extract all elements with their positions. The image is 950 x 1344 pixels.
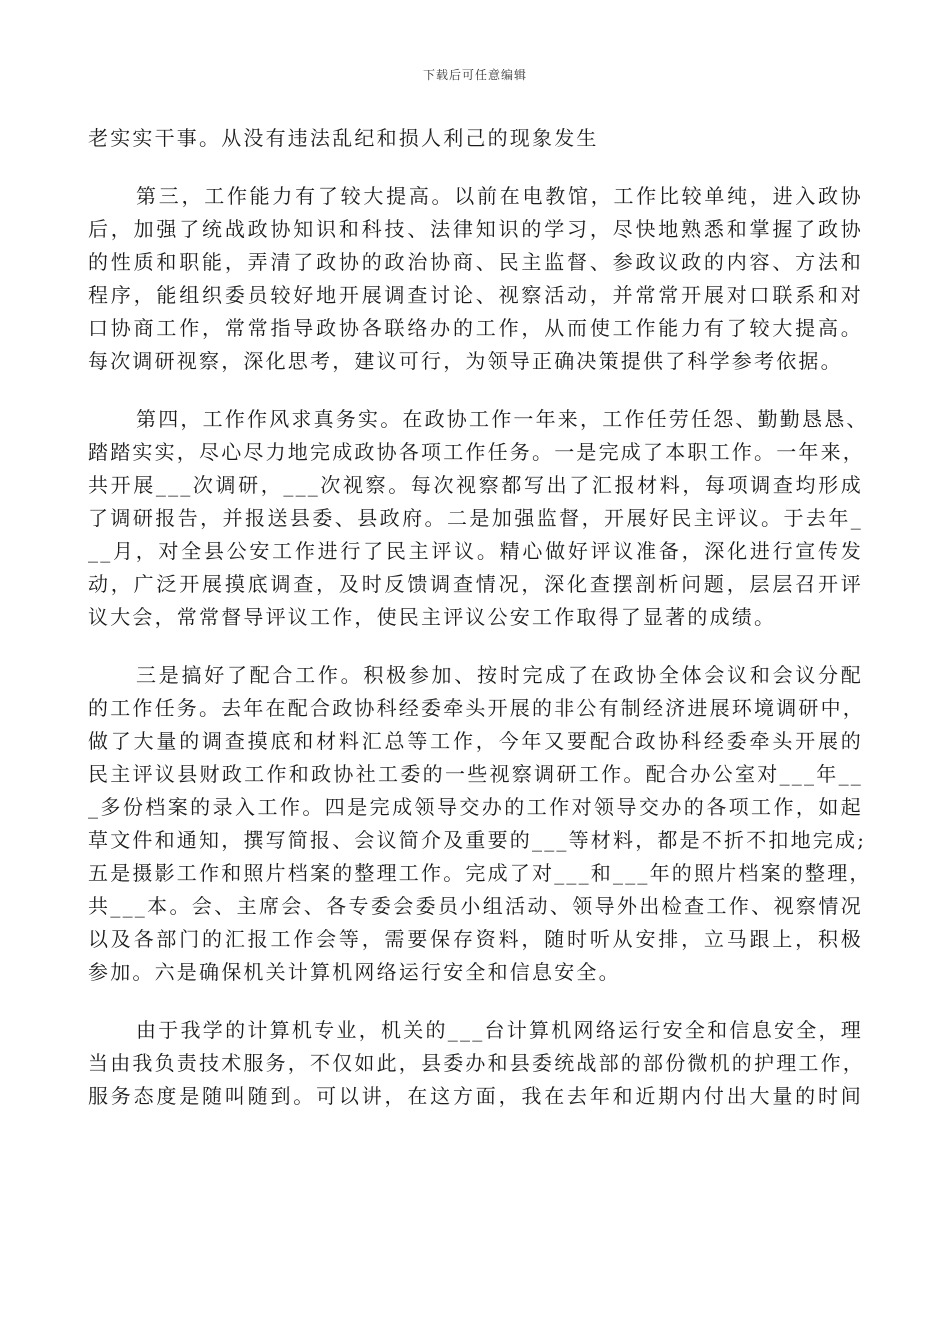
text-line: 草文件和通知，撰写简报、会议简介及重要的___等材料，都是不折不扣地完成; — [88, 828, 867, 852]
text-line: 程序，能组织委员较好地开展调查讨论、视察活动，并常常开展对口联系和对 — [88, 283, 863, 307]
text-line: 以及各部门的汇报工作会等，需要保存资料，随时听从安排，立马跟上，积极 — [88, 927, 863, 951]
text-line: 共开展___次调研，___次视察。每次视察都写出了汇报材料，每项调查均形成 — [88, 473, 863, 497]
paragraph — [88, 180, 863, 378]
text-line: 当由我负责技术服务，不仅如此，县委办和县委统战部的部份微机的护理工作， — [88, 1051, 865, 1075]
text-line: 三是搞好了配合工作。积极参加、按时完成了在政协全体会议和会议分配 — [136, 663, 863, 687]
text-line: 了调研报告，并报送县委、县政府。二是加强监督，开展好民主评议。于去年_ — [88, 506, 863, 530]
text-line: 五是摄影工作和照片档案的整理工作。完成了对___和___年的照片档案的整理， — [88, 861, 872, 885]
text-line: __月，对全县公安工作进行了民主评议。精心做好评议准备，深化进行宣传发 — [88, 539, 863, 563]
text-line: 参加。六是确保机关计算机网络运行安全和信息安全。 — [88, 960, 621, 984]
paragraph — [88, 659, 872, 989]
document-body — [88, 122, 872, 1113]
paragraph — [88, 122, 863, 155]
text-line: 后，加强了统战政协知识和科技、法律知识的学习，尽快地熟悉和掌握了政协 — [88, 217, 863, 241]
text-line: 动，广泛开展摸底调查，及时反馈调查情况，深化查摆剖析问题，层层召开评 — [88, 572, 863, 596]
text-line: 第三，工作能力有了较大提高。以前在电教馆，工作比较单纯，进入政协 — [136, 184, 863, 208]
text-line: 的性质和职能，弄清了政协的政治协商、民主监督、参政议政的内容、方法和 — [88, 250, 863, 274]
text-line: 踏踏实实，尽心尽力地完成政协各项工作任务。一是完成了本职工作。一年来， — [88, 440, 865, 464]
text-line: 共___本。会、主席会、各专委会委员小组活动、领导外出检查工作、视察情况 — [88, 894, 863, 918]
paragraph — [88, 1014, 863, 1113]
text-line: 做了大量的调查摸底和材料汇总等工作，今年又要配合政协科经委牵头开展的 — [88, 729, 863, 753]
paragraph — [88, 403, 869, 634]
text-line: 每次调研视察，深化思考，建议可行，为领导正确决策提供了科学参考依据。 — [88, 349, 843, 373]
text-line: 服务态度是随叫随到。可以讲，在这方面，我在去年和近期内付出大量的时间 — [88, 1084, 863, 1108]
text-line: 民主评议县财政工作和政协社工委的一些视察调研工作。配合办公室对___年__ — [88, 762, 863, 786]
text-line: 口协商工作，常常指导政协各联络办的工作，从而使工作能力有了较大提高。 — [88, 316, 863, 340]
text-line: 的工作任务。去年在配合政协科经委牵头开展的非公有制经济进展环境调研中， — [88, 696, 865, 720]
text-line: 由于我学的计算机专业，机关的___台计算机网络运行安全和信息安全，理 — [136, 1018, 863, 1042]
text-line: 老实实干事。从没有违法乱纪和损人利己的现象发生 — [88, 126, 599, 150]
text-line: 议大会，常常督导评议工作，使民主评议公安工作取得了显著的成绩。 — [88, 605, 777, 629]
page-header: 下载后可任意编辑 — [422, 68, 527, 82]
text-line: _多份档案的录入工作。四是完成领导交办的工作对领导交办的各项工作，如起 — [88, 795, 863, 819]
text-line: 第四，工作作风求真务实。在政协工作一年来，工作任劳任怨、勤勤恳恳、 — [136, 407, 869, 431]
